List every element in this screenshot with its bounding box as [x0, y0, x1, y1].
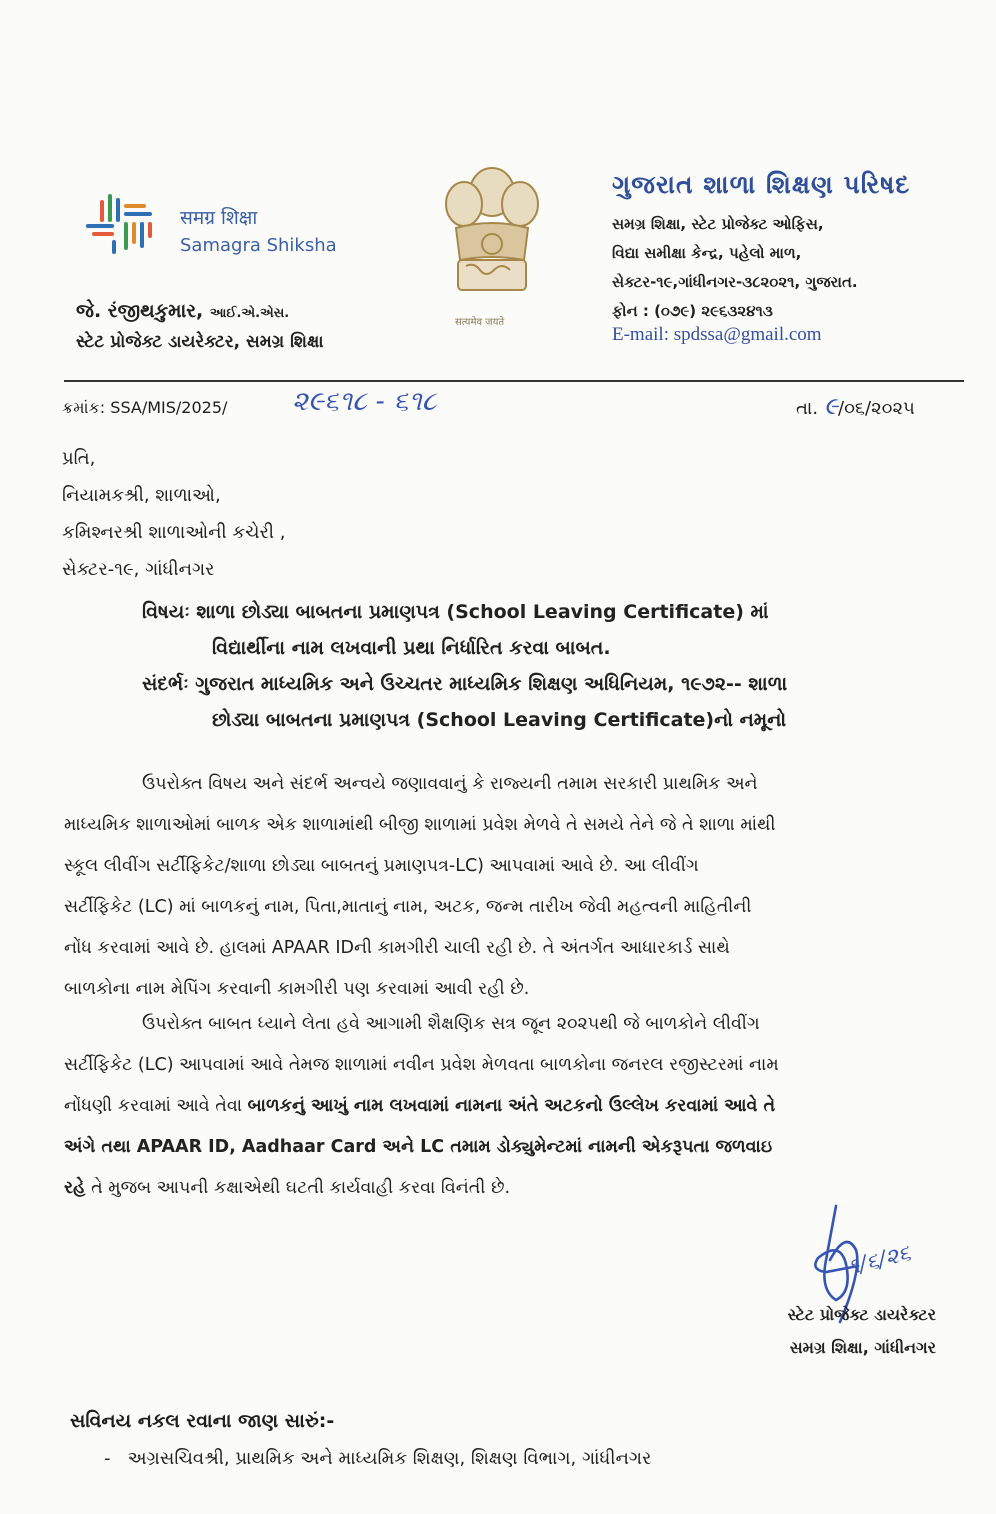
office-address-line: સમગ્ર શિક્ષા, સ્ટેટ પ્રોજેક્ટ ઓફિસ,	[612, 215, 824, 233]
emphasis-text: રહે	[64, 1178, 86, 1198]
header-divider	[64, 380, 964, 382]
paragraph-line: ઉપરોક્ત વિષય અને સંદર્ભ અન્વયે જણાવવાનું કે રાજ્યની તમામ સરકારી પ્રાથમિક અને	[142, 774, 758, 794]
reference-line: સંદર્ભઃ ગુજરાત માધ્યમિક અને ઉચ્ચતર માધ્યમિક શિક્ષણ અધિનિયમ, ૧૯૭૨-- શાળા	[142, 673, 788, 695]
paragraph-line	[64, 1127, 968, 1168]
logo-text-english: Samagra Shiksha	[180, 235, 337, 256]
office-address-line: સેક્ટર-૧૯,ગાંધીનગર-૩૮૨૦૨૧, ગુજરાત.	[612, 273, 858, 291]
subject-line: વિદ્યાર્થીના નામ લખવાની પ્રથા નિર્ધારિત કરવા બાબત.	[212, 637, 611, 659]
subject-line: વિષયઃ શાળા છોડ્યા બાબતના પ્રમાણપત્ર (School Leaving Certificate) માં	[142, 601, 769, 623]
paragraph-line: માધ્યમિક શાળાઓમાં બાળક એક શાળામાંથી બીજી શાળામાં પ્રવેશ મેળવે તે સમયે તેને જે તે શાળા માંથી	[64, 815, 776, 835]
paragraph-line: નોંધણી કરવામાં આવે તેવા બાળકનું આખું નામ લખવામાં નામના અંતે અટકનો ઉલ્લેખ કરવામાં આવે તે	[64, 1096, 776, 1116]
office-name: ગુજરાત શાળા શિક્ષણ પરિષદ	[612, 170, 911, 199]
officer-suffix: આઈ.એ.એસ.	[209, 306, 290, 321]
recipient-block	[62, 440, 285, 588]
recipient-line: પ્રતિ,	[62, 448, 96, 469]
reference-line: છોડ્યા બાબતના પ્રમાણપત્ર (School Leaving Certificate)નો નમૂનો	[212, 709, 787, 731]
office-address	[612, 210, 858, 326]
paragraph-line: નોંધ કરવામાં આવે છે. હાલમાં APAAR IDની કામગીરી ચાલી રહી છે. તે અંતર્ગત આધારકાર્ડ સાથે	[64, 938, 730, 958]
signature-block	[700, 1298, 936, 1364]
signature-date: ૧/૬/૨૬	[845, 1240, 914, 1281]
office-phone: ફોન : (૦૭૯) ૨૯૬૩૨૪૧૩	[612, 302, 773, 320]
handwritten-reference-number: ૨૯૬૧૮ - ૬૧૮	[292, 386, 437, 417]
paragraph-line: સ્કૂલ લીવીંગ સર્ટીફિકેટ/શાળા છોડ્યા બાબતનું પ્રમાણપત્ર-LC) આપવામાં આવે છે. આ લીવીંગ	[64, 856, 699, 876]
copy-to-item: - અગ્રસચિવશ્રી, પ્રાથમિક અને માધ્યમિક શિક્ષણ, શિક્ષણ વિભાગ, ગાંધીનગર	[104, 1448, 652, 1469]
national-emblem-icon	[436, 158, 548, 308]
body-paragraph-1	[64, 764, 968, 1010]
body-paragraph-2	[64, 1004, 968, 1209]
recipient-line: કમિશ્નરશ્રી શાળાઓની કચેરી ,	[62, 522, 286, 543]
subject-block	[142, 594, 964, 738]
emphasis-text: અંગે તથા APAAR ID, Aadhaar Card અને LC તમામ ડોક્યુમેન્ટમાં નામની એકરૂપતા જળવાઇ	[64, 1137, 773, 1157]
copy-to-heading: સવિનય નકલ રવાના જાણ સારું:-	[70, 1410, 335, 1432]
paragraph-line: સર્ટીફિકેટ (LC) આપવામાં આવે તેમજ શાળામાં નવીન પ્રવેશ મેળવતા બાળકોના જનરલ રજીસ્ટરમાં નામ	[64, 1055, 779, 1075]
office-address-line: વિદ્યા સમીક્ષા કેન્દ્ર, પહેલો માળ,	[612, 244, 802, 262]
emblem-motto: सत्यमेव जयते	[455, 317, 505, 328]
letter-date: તા. ૯/૦૬/૨૦૨૫	[796, 392, 915, 420]
reference-number-label: ક્રમાંક: SSA/MIS/2025/	[62, 398, 228, 417]
officer-name: જે. રંજીથકુમાર, આઈ.એ.એસ.	[76, 300, 290, 322]
paragraph-line: ઉપરોક્ત બાબત ધ્યાને લેતા હવે આગામી શૈક્ષણિક સત્ર જૂન ૨૦૨૫થી જે બાળકોને લીવીંગ	[142, 1014, 760, 1034]
recipient-line: નિયામકશ્રી, શાળાઓ,	[62, 485, 221, 506]
paragraph-line: સર્ટીફિકેટ (LC) માં બાળકનું નામ, પિતા,માતાનું નામ, અટક, જન્મ તારીખ જેવી મહત્વની માહિતીની	[64, 897, 752, 917]
samagra-shiksha-logo-icon	[84, 194, 174, 254]
logo-text-hindi: समग्र शिक्षा	[180, 207, 258, 229]
emphasis-text: બાળકનું આખું નામ લખવામાં નામના અંતે અટકનો ઉલ્લેખ કરવામાં આવે તે	[247, 1096, 776, 1116]
paragraph-line: બાળકોના નામ મેપિંગ કરવાની કામગીરી પણ કરવામાં આવી રહી છે.	[64, 979, 530, 999]
signature-title: સ્ટેટ પ્રોજેક્ટ ડાયરેક્ટર	[787, 1305, 936, 1324]
recipient-line: સેક્ટર-૧૯, ગાંધીનગર	[62, 559, 215, 580]
list-dash-icon: -	[104, 1448, 128, 1469]
officer-title: સ્ટેટ પ્રોજેક્ટ ડાયરેક્ટર, સમગ્ર શિક્ષા	[76, 332, 324, 352]
handwritten-date-day: ૯	[823, 392, 839, 420]
paragraph-line: રહે તે મુજબ આપની કક્ષાએથી ઘટતી કાર્યવાહી કરવા વિનંતી છે.	[64, 1178, 511, 1198]
office-email: E-mail: spdssa@gmail.com	[612, 324, 822, 345]
signature-office: સમગ્ર શિક્ષા, ગાંધીનગર	[789, 1338, 936, 1357]
